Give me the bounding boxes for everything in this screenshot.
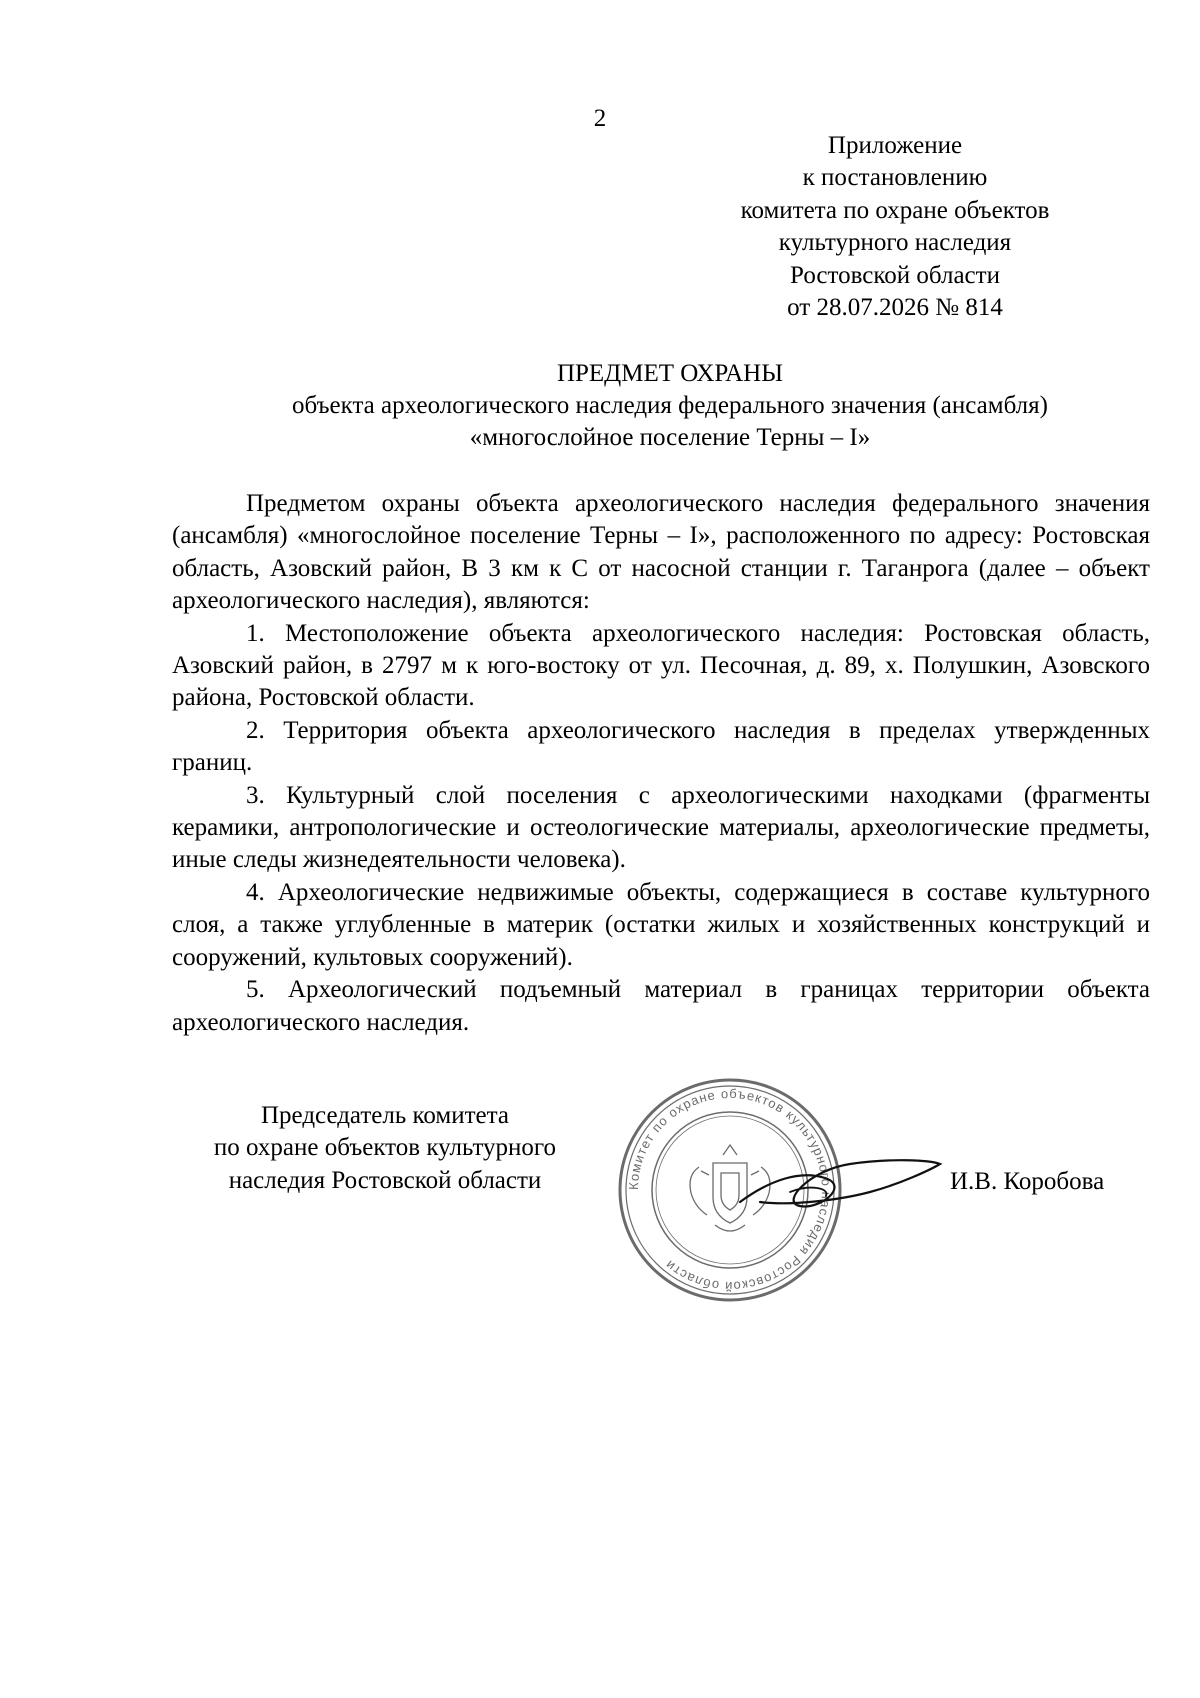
body-list-item: 2. Территория объекта археологического наследия в пределах утвержденных границ. [172, 716, 1150, 777]
body-list-item: 5. Археологический подъемный материал в границах территории объекта археологического наследия. [172, 976, 1150, 1036]
document-title: ПРЕДМЕТ ОХРАНЫ [556, 360, 784, 387]
seal-text: Комитет по охране объектов культурного наследия Ростовской области [625, 1085, 835, 1295]
appendix-line: к постановлению [802, 164, 988, 192]
document-subtitle: объекта археологического наследия федерального значения (ансамбля) [292, 392, 1048, 419]
appendix-line: Ростовской области [790, 261, 1000, 289]
signatory-role-line: Председатель комитета [261, 1102, 509, 1129]
body-list-item: 1. Местоположение объекта археологического наследия: Ростовская область, Азовский район, в 2797 м к юго-востоку от ул. Песочная, д. 89, х. Полушкин, Азовского района, Ростовской области. [172, 619, 1150, 712]
document-subtitle: «многослойное поселение Терны – I» [469, 424, 871, 451]
signatory-name: И.В. Коробова [950, 1168, 1105, 1195]
body-list-item: 4. Археологические недвижимые объекты, содержащиеся в составе культурного слоя, а также углубленные в материк (остатки жилых и хозяйственных конструкций и сооружений, культовых сооружений). [172, 878, 1150, 971]
document-body [172, 488, 1150, 1039]
appendix-line: Приложение [827, 132, 963, 159]
page-number: 2 [593, 105, 607, 132]
signatory-role-line: наследия Ростовской области [228, 1166, 542, 1194]
document-heading [130, 358, 1200, 454]
appendix-line: культурного наследия [778, 229, 1012, 257]
appendix-line: комитета по охране объектов [740, 196, 1050, 224]
signatory-role-line: по охране объектов культурного [213, 1134, 557, 1162]
handwritten-signature [730, 1140, 950, 1230]
body-paragraph-intro: Предметом охраны объекта археологического наследия федерального значения (ансамбля) «многослойное поселение Терны – I», расположенного по адресу: Ростовская область, Азовский район, В 3 км к С от насосной станции г. Таганрога (далее – объект археологического наследия), являются: [172, 490, 1150, 615]
signatory-role [170, 1100, 600, 1197]
body-list-item: 3. Культурный слой поселения с археологическими находками (фрагменты керамики, антропологические и остеологические материалы, археологические предметы, иные следы жизнедеятельности человека). [172, 781, 1150, 874]
appendix-header [730, 130, 1060, 324]
appendix-line: от 28.07.2026 № 814 [787, 294, 1003, 322]
